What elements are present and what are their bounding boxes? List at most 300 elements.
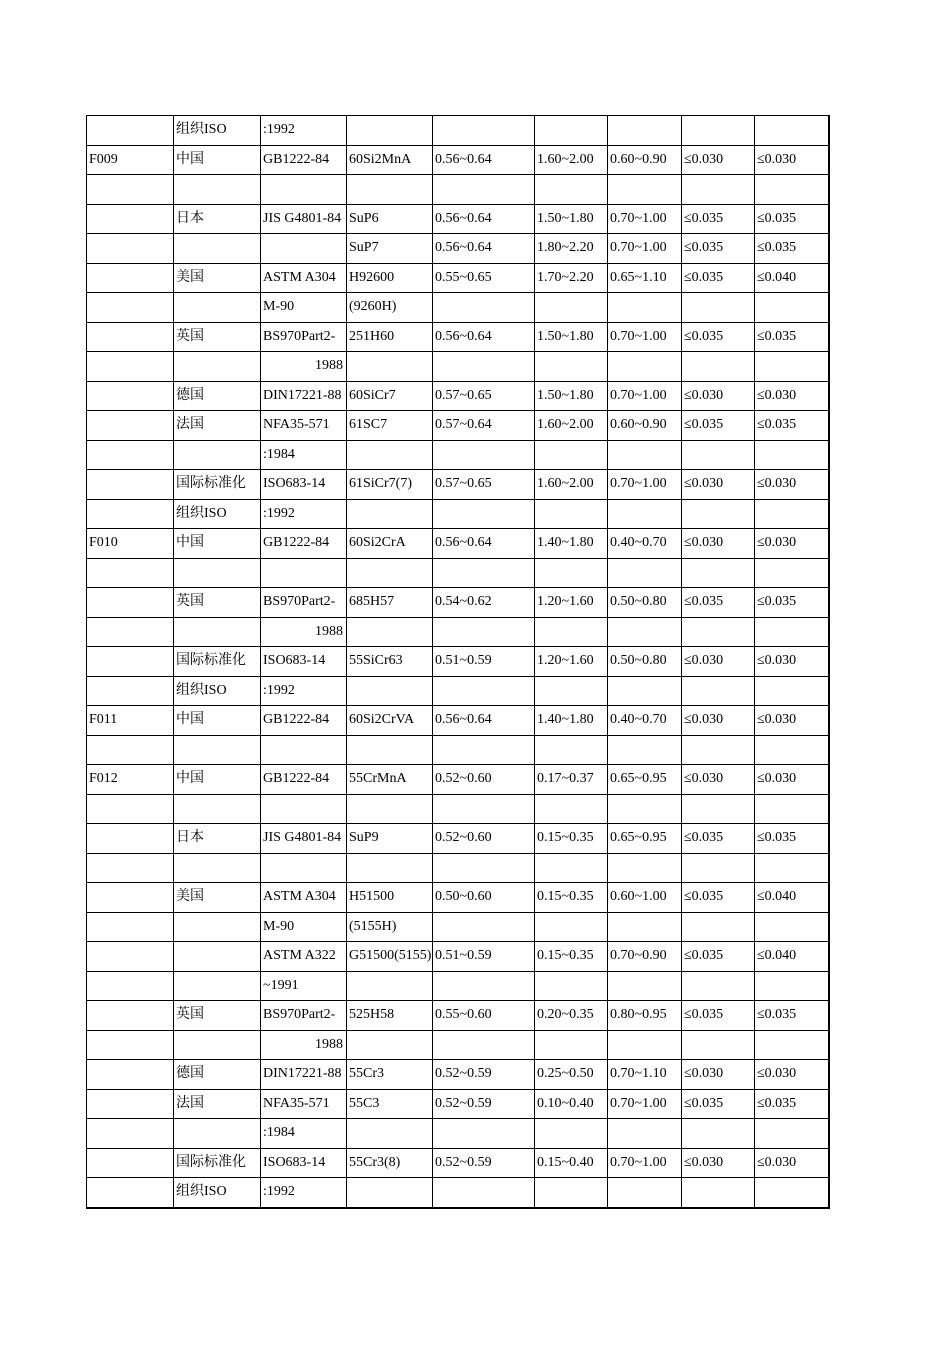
table-row [87,588,829,618]
cell-grade-code [87,1148,174,1178]
cell-phosphorus [682,352,755,382]
cell-silicon: 0.17~0.37 [535,765,608,795]
cell-silicon: 1.60~2.00 [535,470,608,500]
cell-manganese [608,175,682,205]
cell-manganese: 0.70~1.00 [608,204,682,234]
cell-sulfur [755,617,829,647]
cell-grade-code [87,794,174,824]
cell-grade-code [87,971,174,1001]
cell-silicon [535,558,608,588]
cell-grade-code [87,322,174,352]
cell-standard: :1992 [261,499,347,529]
table-row [87,765,829,795]
cell-carbon: 0.50~0.60 [433,883,535,913]
cell-phosphorus: ≤0.035 [682,1089,755,1119]
cell-silicon [535,116,608,146]
cell-sulfur: ≤0.035 [755,588,829,618]
cell-phosphorus: ≤0.030 [682,647,755,677]
spreadsheet [86,115,830,1209]
table-row [87,322,829,352]
cell-silicon [535,676,608,706]
cell-manganese: 0.60~1.00 [608,883,682,913]
cell-sulfur: ≤0.030 [755,1148,829,1178]
cell-manganese [608,794,682,824]
cell-grade-code: F012 [87,765,174,795]
cell-carbon: 0.57~0.65 [433,381,535,411]
cell-silicon: 0.15~0.35 [535,883,608,913]
cell-country: 美国 [174,263,261,293]
cell-standard: ISO683-14 [261,1148,347,1178]
cell-standard: JIS G4801-84 [261,824,347,854]
cell-sulfur: ≤0.030 [755,470,829,500]
cell-carbon: 0.52~0.60 [433,824,535,854]
table-row [87,204,829,234]
cell-sulfur: ≤0.035 [755,234,829,264]
cell-grade-code [87,1119,174,1149]
cell-standard [261,175,347,205]
cell-country [174,1030,261,1060]
cell-phosphorus: ≤0.030 [682,145,755,175]
cell-country: 组织ISO [174,116,261,146]
cell-country [174,1119,261,1149]
cell-country: 英国 [174,322,261,352]
cell-phosphorus [682,293,755,323]
cell-sulfur [755,293,829,323]
cell-standard: :1992 [261,676,347,706]
cell-carbon [433,794,535,824]
cell-phosphorus: ≤0.030 [682,470,755,500]
table-row [87,234,829,264]
cell-standard: NFA35-571 [261,411,347,441]
table-row [87,1060,829,1090]
cell-standard: GB1222-84 [261,529,347,559]
cell-carbon [433,293,535,323]
cell-designation [347,1030,433,1060]
cell-grade-code [87,470,174,500]
cell-country: 国际标准化 [174,1148,261,1178]
cell-carbon [433,971,535,1001]
cell-country: 组织ISO [174,1178,261,1208]
table-row [87,971,829,1001]
cell-sulfur [755,735,829,765]
cell-manganese: 0.70~0.90 [608,942,682,972]
table-row [87,558,829,588]
table-row [87,1148,829,1178]
cell-country: 组织ISO [174,676,261,706]
cell-standard [261,234,347,264]
cell-standard [261,794,347,824]
cell-manganese [608,853,682,883]
cell-manganese: 0.70~1.00 [608,1089,682,1119]
cell-phosphorus: ≤0.030 [682,706,755,736]
cell-silicon [535,175,608,205]
cell-designation: 60Si2MnA [347,145,433,175]
cell-standard: ISO683-14 [261,470,347,500]
cell-country: 组织ISO [174,499,261,529]
cell-sulfur: ≤0.030 [755,647,829,677]
cell-manganese [608,676,682,706]
cell-carbon: 0.52~0.59 [433,1148,535,1178]
cell-carbon: 0.57~0.64 [433,411,535,441]
cell-manganese [608,116,682,146]
cell-standard [261,735,347,765]
cell-manganese [608,352,682,382]
cell-sulfur: ≤0.040 [755,883,829,913]
cell-grade-code [87,1089,174,1119]
cell-designation: H92600 [347,263,433,293]
cell-manganese [608,293,682,323]
cell-grade-code [87,411,174,441]
cell-designation: (5155H) [347,912,433,942]
cell-standard: BS970Part2- [261,1001,347,1031]
cell-silicon: 1.50~1.80 [535,204,608,234]
cell-designation [347,617,433,647]
cell-designation: G51500(5155) [347,942,433,972]
cell-silicon [535,1119,608,1149]
cell-designation: 55CrMnA [347,765,433,795]
cell-silicon: 1.20~1.60 [535,588,608,618]
cell-grade-code [87,824,174,854]
cell-carbon [433,558,535,588]
cell-sulfur [755,676,829,706]
cell-country: 英国 [174,588,261,618]
cell-grade-code [87,116,174,146]
cell-designation: 55Cr3 [347,1060,433,1090]
cell-manganese: 0.70~1.00 [608,322,682,352]
cell-sulfur: ≤0.035 [755,1089,829,1119]
cell-grade-code [87,234,174,264]
cell-silicon [535,735,608,765]
cell-standard: ISO683-14 [261,647,347,677]
cell-carbon [433,853,535,883]
cell-silicon: 0.15~0.35 [535,824,608,854]
cell-sulfur: ≤0.035 [755,204,829,234]
cell-manganese: 0.70~1.10 [608,1060,682,1090]
cell-standard: ASTM A304 [261,263,347,293]
cell-designation [347,735,433,765]
cell-designation: SuP6 [347,204,433,234]
cell-designation: SuP7 [347,234,433,264]
table-row [87,411,829,441]
cell-standard: NFA35-571 [261,1089,347,1119]
cell-phosphorus [682,1119,755,1149]
cell-silicon: 0.15~0.35 [535,942,608,972]
cell-carbon: 0.51~0.59 [433,942,535,972]
cell-carbon: 0.55~0.60 [433,1001,535,1031]
table-row [87,381,829,411]
cell-phosphorus [682,971,755,1001]
cell-carbon [433,499,535,529]
cell-silicon: 1.40~1.80 [535,706,608,736]
cell-designation [347,1119,433,1149]
cell-country [174,175,261,205]
cell-silicon [535,1178,608,1208]
cell-country: 国际标准化 [174,470,261,500]
cell-carbon: 0.56~0.64 [433,145,535,175]
cell-manganese: 0.70~1.00 [608,470,682,500]
cell-silicon [535,1030,608,1060]
cell-country [174,971,261,1001]
cell-phosphorus [682,440,755,470]
cell-standard: 1988 [261,1030,347,1060]
cell-country: 国际标准化 [174,647,261,677]
cell-manganese: 0.60~0.90 [608,145,682,175]
cell-standard: ASTM A304 [261,883,347,913]
cell-manganese: 0.60~0.90 [608,411,682,441]
cell-phosphorus: ≤0.035 [682,234,755,264]
cell-phosphorus [682,794,755,824]
cell-manganese [608,499,682,529]
cell-standard [261,853,347,883]
cell-standard: 1988 [261,617,347,647]
cell-standard: M-90 [261,912,347,942]
cell-phosphorus [682,1178,755,1208]
cell-grade-code: F010 [87,529,174,559]
cell-silicon: 1.70~2.20 [535,263,608,293]
cell-sulfur: ≤0.030 [755,145,829,175]
cell-grade-code [87,853,174,883]
cell-sulfur [755,558,829,588]
cell-carbon: 0.55~0.65 [433,263,535,293]
cell-phosphorus: ≤0.035 [682,824,755,854]
cell-grade-code [87,440,174,470]
cell-sulfur: ≤0.030 [755,706,829,736]
cell-grade-code [87,263,174,293]
cell-designation: 61SC7 [347,411,433,441]
cell-sulfur [755,1030,829,1060]
cell-silicon [535,499,608,529]
cell-designation [347,116,433,146]
cell-grade-code [87,381,174,411]
cell-designation [347,440,433,470]
table-row [87,116,829,146]
cell-designation [347,1178,433,1208]
cell-designation: 685H57 [347,588,433,618]
cell-grade-code [87,735,174,765]
cell-manganese [608,558,682,588]
cell-silicon: 1.40~1.80 [535,529,608,559]
cell-sulfur [755,853,829,883]
cell-silicon [535,794,608,824]
cell-designation: 60Si2CrA [347,529,433,559]
cell-manganese [608,971,682,1001]
table-body [87,116,829,1208]
table-row [87,617,829,647]
cell-country [174,293,261,323]
cell-standard: BS970Part2- [261,588,347,618]
cell-phosphorus: ≤0.035 [682,942,755,972]
cell-country: 日本 [174,824,261,854]
cell-manganese: 0.40~0.70 [608,529,682,559]
cell-grade-code [87,293,174,323]
cell-carbon [433,116,535,146]
cell-carbon: 0.56~0.64 [433,529,535,559]
cell-sulfur: ≤0.035 [755,1001,829,1031]
table-row [87,470,829,500]
cell-designation: 60Si2CrVA [347,706,433,736]
table-row [87,735,829,765]
cell-phosphorus [682,116,755,146]
cell-carbon: 0.54~0.62 [433,588,535,618]
cell-silicon [535,912,608,942]
cell-standard: :1992 [261,116,347,146]
cell-grade-code [87,617,174,647]
cell-silicon: 0.20~0.35 [535,1001,608,1031]
cell-phosphorus: ≤0.035 [682,411,755,441]
cell-designation: 60SiCr7 [347,381,433,411]
table-row [87,145,829,175]
cell-silicon [535,853,608,883]
cell-phosphorus: ≤0.030 [682,1148,755,1178]
cell-silicon: 1.50~1.80 [535,322,608,352]
cell-carbon: 0.56~0.64 [433,322,535,352]
cell-designation [347,676,433,706]
cell-manganese: 0.65~0.95 [608,824,682,854]
cell-manganese: 0.65~1.10 [608,263,682,293]
cell-standard [261,558,347,588]
cell-carbon: 0.56~0.64 [433,706,535,736]
cell-grade-code [87,676,174,706]
cell-grade-code [87,1001,174,1031]
table-row [87,440,829,470]
cell-country: 中国 [174,765,261,795]
cell-standard: DIN17221-88 [261,381,347,411]
cell-sulfur: ≤0.030 [755,1060,829,1090]
table-row [87,1119,829,1149]
cell-carbon [433,1178,535,1208]
table-row [87,1178,829,1208]
cell-silicon: 1.20~1.60 [535,647,608,677]
cell-sulfur [755,175,829,205]
cell-sulfur: ≤0.035 [755,411,829,441]
cell-designation: 55C3 [347,1089,433,1119]
cell-carbon [433,912,535,942]
cell-phosphorus: ≤0.030 [682,529,755,559]
cell-designation [347,971,433,1001]
cell-phosphorus [682,499,755,529]
table-row [87,706,829,736]
cell-carbon: 0.51~0.59 [433,647,535,677]
cell-carbon: 0.57~0.65 [433,470,535,500]
cell-phosphorus [682,676,755,706]
cell-silicon [535,352,608,382]
cell-grade-code [87,204,174,234]
table-row [87,499,829,529]
cell-standard: JIS G4801-84 [261,204,347,234]
cell-phosphorus [682,617,755,647]
cell-carbon: 0.52~0.59 [433,1089,535,1119]
cell-designation: (9260H) [347,293,433,323]
cell-carbon [433,440,535,470]
cell-phosphorus [682,1030,755,1060]
cell-phosphorus [682,558,755,588]
cell-phosphorus [682,853,755,883]
cell-country [174,735,261,765]
cell-grade-code [87,1060,174,1090]
cell-carbon [433,1119,535,1149]
cell-country: 法国 [174,1089,261,1119]
cell-carbon [433,735,535,765]
cell-manganese [608,912,682,942]
cell-carbon [433,617,535,647]
cell-standard: ~1991 [261,971,347,1001]
cell-phosphorus: ≤0.035 [682,204,755,234]
cell-phosphorus: ≤0.035 [682,322,755,352]
cell-country [174,617,261,647]
cell-carbon [433,1030,535,1060]
cell-sulfur [755,971,829,1001]
cell-phosphorus: ≤0.035 [682,883,755,913]
steel-grade-comparison-table [86,115,830,1209]
cell-designation: H51500 [347,883,433,913]
cell-manganese [608,735,682,765]
cell-silicon: 0.10~0.40 [535,1089,608,1119]
cell-phosphorus: ≤0.030 [682,381,755,411]
table-row [87,1089,829,1119]
cell-phosphorus: ≤0.030 [682,765,755,795]
cell-country: 日本 [174,204,261,234]
cell-standard: :1984 [261,1119,347,1149]
cell-phosphorus [682,735,755,765]
cell-country [174,234,261,264]
cell-sulfur [755,794,829,824]
cell-designation: SuP9 [347,824,433,854]
cell-silicon [535,617,608,647]
cell-country: 美国 [174,883,261,913]
cell-standard: GB1222-84 [261,706,347,736]
cell-standard: 1988 [261,352,347,382]
cell-manganese [608,1178,682,1208]
cell-manganese: 0.65~0.95 [608,765,682,795]
cell-manganese [608,617,682,647]
table-row [87,293,829,323]
cell-country [174,942,261,972]
cell-phosphorus [682,912,755,942]
cell-silicon: 1.60~2.00 [535,411,608,441]
cell-sulfur [755,499,829,529]
cell-carbon: 0.56~0.64 [433,204,535,234]
table-row [87,912,829,942]
cell-standard: M-90 [261,293,347,323]
cell-manganese [608,440,682,470]
table-row [87,263,829,293]
cell-standard: DIN17221-88 [261,1060,347,1090]
table-row [87,647,829,677]
cell-grade-code [87,883,174,913]
cell-manganese: 0.70~1.00 [608,234,682,264]
cell-carbon [433,352,535,382]
table-row [87,883,829,913]
cell-sulfur: ≤0.030 [755,765,829,795]
cell-grade-code: F009 [87,145,174,175]
table-row [87,529,829,559]
cell-sulfur [755,1178,829,1208]
cell-phosphorus: ≤0.035 [682,263,755,293]
cell-standard: GB1222-84 [261,765,347,795]
table-row [87,824,829,854]
cell-manganese: 0.50~0.80 [608,588,682,618]
cell-silicon [535,440,608,470]
cell-sulfur: ≤0.040 [755,263,829,293]
cell-designation: 251H60 [347,322,433,352]
cell-sulfur: ≤0.030 [755,381,829,411]
cell-silicon: 0.15~0.40 [535,1148,608,1178]
cell-grade-code [87,1178,174,1208]
cell-designation [347,352,433,382]
cell-designation [347,175,433,205]
cell-designation: 525H58 [347,1001,433,1031]
cell-silicon: 1.80~2.20 [535,234,608,264]
